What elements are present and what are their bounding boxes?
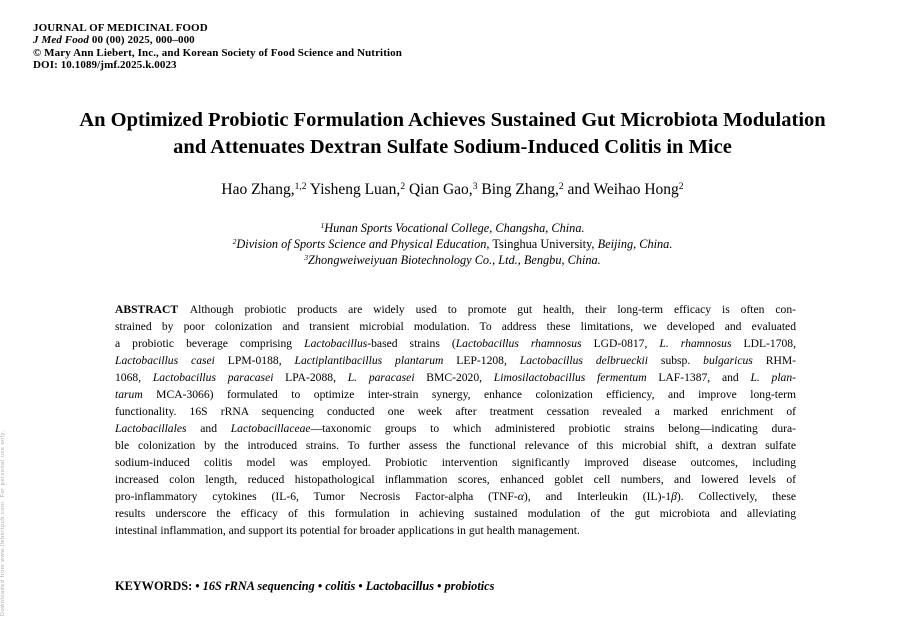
text-segment: 1,2 <box>294 181 307 193</box>
text-line <box>33 47 402 59</box>
text-line <box>115 471 796 488</box>
text-line <box>0 220 905 236</box>
text-segment: 1 <box>320 221 325 231</box>
text-segment: • <box>314 579 326 593</box>
text-segment: 3 <box>472 181 478 193</box>
text-line <box>115 318 796 335</box>
text-segment: © Mary Ann Liebert, Inc., and Korean Society of Food Science and Nutrition <box>33 46 402 59</box>
text-segment: ABSTRACT <box>115 303 179 316</box>
text-line <box>115 403 796 420</box>
text-segment: functionality. 16S rRNA sequencing conducted one week after treatment cessation revealed a marked enrichment of <box>115 405 796 418</box>
text-segment: LGD-0817, <box>581 337 660 350</box>
text-segment: 2 <box>400 181 406 193</box>
text-line <box>115 522 796 539</box>
text-line <box>115 505 796 522</box>
text-segment: LPA-2088, <box>273 371 348 384</box>
text-segment: Lactobacillus delbrueckii <box>519 354 648 367</box>
text-segment: Tsinghua University, <box>489 237 598 251</box>
text-segment: 3 <box>304 253 309 263</box>
text-segment: BMC-2020, <box>414 371 494 384</box>
text-segment: Although probiotic products are widely used to promote gut health, their long-term efficacy is often con- <box>178 303 796 316</box>
text-segment: 2 <box>678 181 684 193</box>
author-list <box>0 180 905 199</box>
text-segment: Yisheng Luan, <box>306 181 401 198</box>
text-segment: β <box>671 490 677 503</box>
text-segment: 1068, <box>115 371 153 384</box>
text-segment: 2 <box>232 237 237 247</box>
text-line <box>115 488 796 505</box>
text-segment: Lactobacillaceae <box>230 422 311 435</box>
abstract-paragraph <box>115 301 796 539</box>
text-line <box>115 420 796 437</box>
text-line <box>115 369 796 386</box>
text-line <box>115 454 796 471</box>
text-segment: LDL-1708, <box>731 337 796 350</box>
text-segment: increased colon length, reduced histopathological inflammation scores, enhanced goblet cell numbers, and lowered levels of <box>115 473 796 486</box>
text-segment: Qian Gao, <box>405 181 473 198</box>
download-watermark-vertical-text: Downloaded from www.liebertpub.com. For personal use only. <box>0 430 6 616</box>
text-segment: Zhongweiweiyuan Biotechnology Co., Ltd., Bengbu, China. <box>308 253 601 267</box>
text-line <box>33 22 402 34</box>
text-segment: Limosilactobacillus fermentum <box>493 371 647 384</box>
text-segment: strained by poor colonization and transient microbial modulation. To address these limitations, we developed and evaluated <box>115 320 796 333</box>
text-segment: subsp. <box>648 354 704 367</box>
text-segment: RHM- <box>752 354 796 367</box>
text-segment: L. rhamnosus <box>659 337 732 350</box>
text-line <box>115 335 796 352</box>
text-segment: DOI: 10.1089/jmf.2025.k.0023 <box>33 59 177 72</box>
text-segment: Lactobacillus <box>304 337 368 350</box>
text-segment: ), and Interleukin (IL)-1 <box>523 490 672 503</box>
text-line <box>33 59 402 71</box>
text-segment: probiotics <box>444 579 495 593</box>
text-segment: ). Collectively, these <box>676 490 796 503</box>
text-segment: tarum <box>115 388 143 401</box>
text-segment: LPM-0188, <box>214 354 295 367</box>
text-segment: KEYWORDS: <box>115 579 196 593</box>
text-segment: Division of Sports Science and Physical Education, <box>236 237 490 251</box>
text-segment: Bing Zhang, <box>477 181 559 198</box>
text-segment: 16S rRNA sequencing <box>202 579 315 593</box>
text-segment: L. paracasei <box>347 371 415 384</box>
text-segment: Lactobacillus rhamnosus <box>455 337 582 350</box>
text-segment: Hao Zhang, <box>221 181 295 198</box>
text-segment: Lactobacillus casei <box>115 354 215 367</box>
text-segment: Lactiplantibacillus plantarum <box>294 354 444 367</box>
text-segment: intestinal inflammation, and support its potential for broader applications in gut health management. <box>115 524 580 537</box>
text-segment: 00 (00) 2025, 000–000 <box>89 34 195 47</box>
text-line: An Optimized Probiotic Formulation Achieves Sustained Gut Microbiota Modulation <box>79 109 826 131</box>
article-title <box>0 107 905 161</box>
affiliation-list <box>0 220 905 268</box>
text-segment: -based strains ( <box>367 337 456 350</box>
text-segment: MCA-3066) formulated to optimize inter-strain synergy, enhance colonization efficiency, and improve long-term <box>142 388 796 401</box>
text-segment: Hunan Sports Vocational College, Changsha, China. <box>324 221 585 235</box>
text-segment: a probiotic beverage comprising <box>115 337 305 350</box>
text-segment: and Weihao Hong <box>563 181 679 198</box>
text-line <box>115 386 796 403</box>
text-segment: JOURNAL OF MEDICINAL FOOD <box>33 22 208 34</box>
text-line <box>33 34 402 46</box>
text-segment: LAF-1387, and <box>646 371 751 384</box>
text-line <box>0 252 905 268</box>
text-segment: LEP-1208, <box>443 354 520 367</box>
text-segment: Beijing, China. <box>597 237 673 251</box>
keywords-line <box>115 578 494 594</box>
text-line <box>115 437 796 454</box>
text-line <box>0 236 905 252</box>
text-segment: 2 <box>558 181 564 193</box>
text-segment: α <box>517 490 524 503</box>
text-line <box>115 352 796 369</box>
text-segment: J Med Food <box>33 34 89 47</box>
text-line: and Attenuates Dextran Sulfate Sodium-Induced Colitis in Mice <box>173 136 732 158</box>
text-segment: Lactobacillales <box>115 422 187 435</box>
text-segment: pro-inflammatory cytokines (IL-6, Tumor Necrosis Factor-alpha (TNF- <box>115 490 518 503</box>
text-segment: —taxonomic groups to which administered probiotic strains belong—indicating dura- <box>310 422 796 435</box>
text-segment: colitis <box>325 579 356 593</box>
journal-masthead <box>33 22 402 72</box>
text-line <box>115 301 796 318</box>
text-segment: Lactobacillus <box>365 579 435 593</box>
text-segment: • <box>195 579 203 593</box>
text-segment: L. plan- <box>750 371 797 384</box>
text-segment: ble colonization by the introduced strains. To further assess the functional relevance of this microbial shift, a dextran sulfate <box>115 439 796 452</box>
text-segment: sodium-induced colitis model was employed. Probiotic intervention significantly improved disease outcomes, including <box>115 456 796 469</box>
text-segment: results underscore the efficacy of this formulation in achieving sustained modulation of the gut microbiota and alleviating <box>115 507 796 520</box>
text-segment: bulgaricus <box>703 354 753 367</box>
text-segment: • <box>355 579 366 593</box>
text-segment: • <box>434 579 445 593</box>
text-segment: and <box>186 422 231 435</box>
text-segment: Lactobacillus paracasei <box>152 371 274 384</box>
